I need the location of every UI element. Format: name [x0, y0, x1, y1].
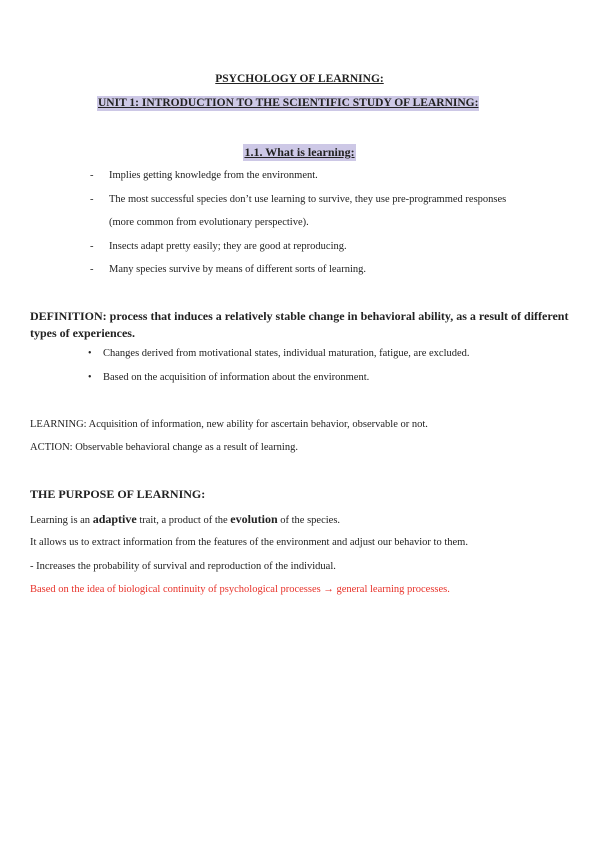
purpose-text: Learning is an	[30, 515, 93, 526]
document-title: PSYCHOLOGY OF LEARNING:	[215, 73, 384, 85]
purpose-line-extract: It allows us to extract information from the features of the environment and adjust our behavior to them.	[30, 537, 468, 548]
list-item-text: The most successful species don’t use learning to survive, they use pre-programmed responses	[109, 194, 507, 205]
purpose-line-survival: - Increases the probability of survival and reproduction of the individual.	[30, 561, 336, 572]
purpose-line-continuity: Based on the idea of biological continuity of psychological processes → general learning processes.	[30, 584, 450, 595]
dash-marker: -	[90, 264, 94, 275]
list-item-text: (more common from evolutionary perspective).	[109, 217, 309, 228]
list-item-text: Insects adapt pretty easily; they are good at reproducing.	[109, 241, 347, 252]
dash-marker: -	[90, 194, 94, 205]
purpose-heading: THE PURPOSE OF LEARNING:	[30, 487, 206, 501]
definition-paragraph: DEFINITION: process that induces a relatively stable change in behavioral ability, as a result of different types of experiences.	[30, 309, 569, 340]
bullet-marker: •	[88, 372, 92, 383]
learning-definition: LEARNING: Acquisition of information, new ability for ascertain behavior, observable or not.	[30, 419, 428, 430]
unit-title: UNIT 1: INTRODUCTION TO THE SCIENTIFIC STUDY OF LEARNING:	[98, 97, 479, 109]
section-heading-text: 1.1. What is learning:	[244, 145, 355, 159]
bullet-item-text: Based on the acquisition of information about the environment.	[103, 372, 370, 383]
bullet-marker: •	[88, 348, 92, 359]
list-item-text: Many species survive by means of different sorts of learning.	[109, 264, 366, 275]
purpose-text: of the species.	[277, 515, 341, 526]
purpose-text: trait, a product of the	[136, 515, 231, 526]
list-item-text: Implies getting knowledge from the environment.	[109, 170, 318, 181]
dash-marker: -	[90, 241, 94, 252]
adaptive-term: adaptive	[92, 512, 137, 526]
purpose-line-adaptive	[30, 512, 340, 527]
section-heading	[0, 145, 599, 160]
bullet-item-text: Changes derived from motivational states, individual maturation, fatigue, are excluded.	[103, 348, 470, 359]
action-definition: ACTION: Observable behavioral change as a result of learning.	[30, 442, 298, 453]
evolution-term: evolution	[230, 512, 278, 526]
dash-marker: -	[90, 170, 94, 181]
